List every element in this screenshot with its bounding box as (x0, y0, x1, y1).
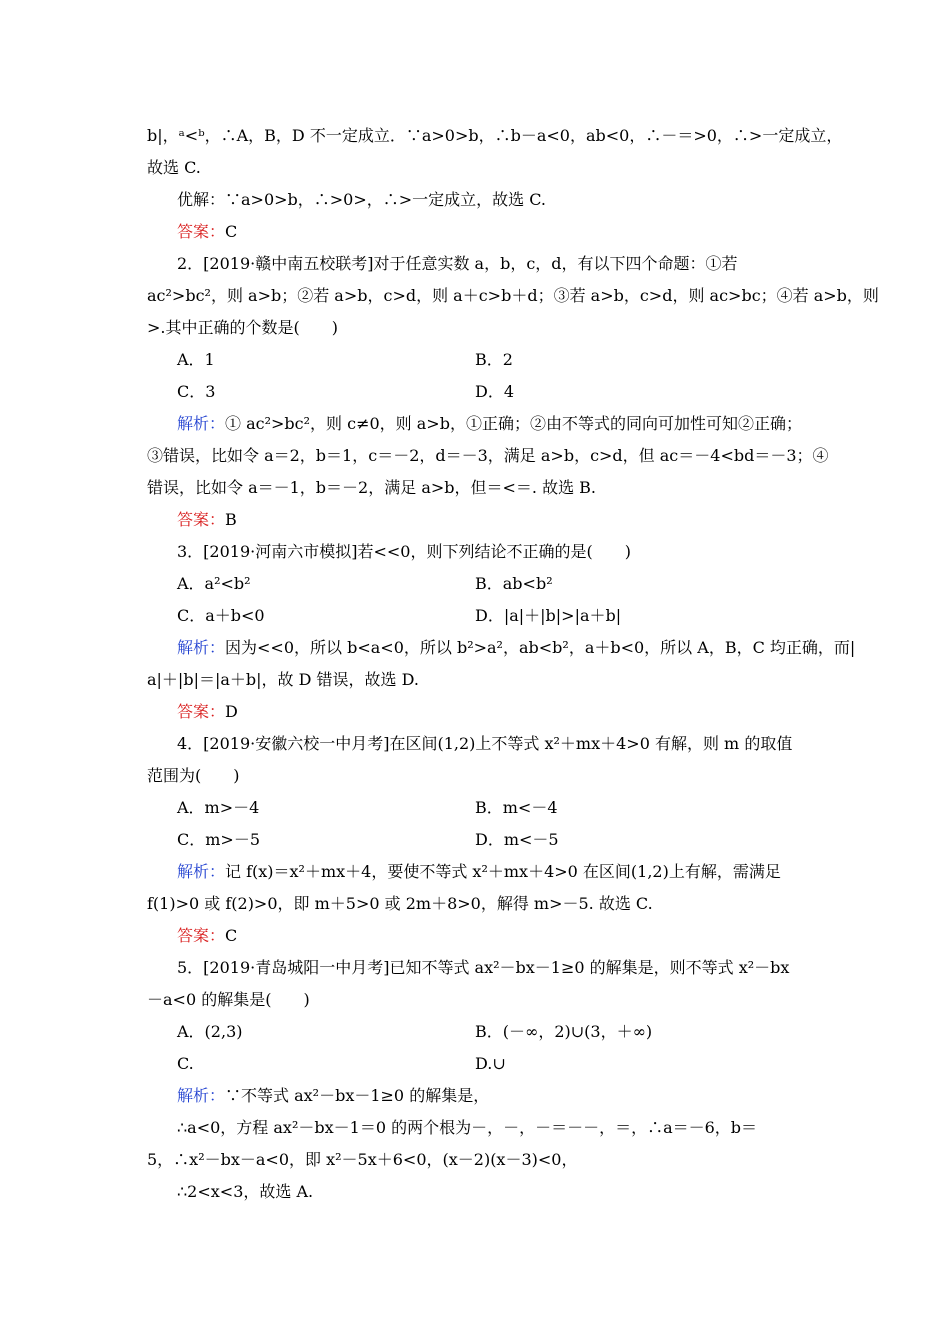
analysis-text: ① ac²>bc²，则 c≠0，则 a>b，①正确；②由不等式的同向可加性可知②正确； (225, 414, 802, 433)
analysis-label: 解析： (177, 1086, 226, 1105)
answer-value: C (225, 926, 238, 945)
text-line: 故选 C. (147, 158, 201, 177)
answer-value: C (225, 222, 238, 241)
analysis-line (177, 862, 781, 882)
option-b: B．2 (475, 350, 513, 369)
option-d: D．4 (475, 382, 515, 401)
answer-value: B (225, 510, 237, 529)
analysis-label: 解析： (177, 862, 226, 881)
question-line: 2．[2019·赣中南五校联考]对于任意实数 a，b，c，d，有以下四个命题：①若 (177, 254, 738, 273)
option-a: A．(2,3) (177, 1022, 243, 1041)
analysis-line (177, 638, 855, 658)
answer-line (177, 926, 237, 946)
option-c: C．3 (177, 382, 216, 401)
analysis-line (177, 1086, 489, 1106)
option-d: D．m<－5 (475, 830, 559, 849)
answer-value: D (225, 702, 238, 721)
text-line: 优解：∵a>0>b，∴>0>，∴>一定成立，故选 C. (177, 190, 547, 209)
text-line: 错误，比如令 a＝－1，b＝－2，满足 a>b，但＝<＝. 故选 B. (147, 478, 597, 497)
analysis-text: ∵不等式 ax²－bx－1≥0 的解集是， (225, 1086, 490, 1105)
answer-label: 答案： (177, 222, 226, 241)
analysis-line (177, 414, 802, 434)
analysis-label: 解析： (177, 638, 226, 657)
option-d: D．|a|＋|b|>|a＋b| (475, 606, 622, 625)
analysis-text: 记 f(x)＝x²＋mx＋4，要使不等式 x²＋mx＋4>0 在区间(1,2)上有解，需满足 (225, 862, 781, 881)
question-line: 4．[2019·安徽六校一中月考]在区间(1,2)上不等式 x²＋mx＋4>0 有解，则 m 的取值 (177, 734, 793, 753)
text-line: ③错误，比如令 a＝2，b＝1，c＝－2，d＝－3，满足 a>b，c>d，但 ac＝－4<bd＝－3；④ (147, 446, 829, 465)
text-line: f(1)>0 或 f(2)>0，即 m＋5>0 或 2m＋8>0，解得 m>－5. 故选 C. (147, 894, 653, 913)
question-line: 5．[2019·青岛城阳一中月考]已知不等式 ax²－bx－1≥0 的解集是，则不等式 x²－bx (177, 958, 790, 977)
option-a: A．a²<b² (177, 574, 251, 593)
question-line: 3．[2019·河南六市模拟]若<<0，则下列结论不正确的是( ) (177, 542, 631, 561)
text-line: >.其中正确的个数是( ) (147, 318, 338, 337)
answer-label: 答案： (177, 926, 226, 945)
text-line: a|＋|b|＝|a＋b|，故 D 错误，故选 D. (147, 670, 419, 689)
text-line: －a<0 的解集是( ) (147, 990, 310, 1009)
option-b: B．m<－4 (475, 798, 558, 817)
answer-line (177, 510, 237, 530)
analysis-text: 因为<<0，所以 b<a<0，所以 b²>a²，ab<b²，a＋b<0，所以 A，B，C 均正确，而| (225, 638, 856, 657)
text-line: ∴2<x<3，故选 A. (177, 1182, 314, 1201)
text-line: 5，∴x²－bx－a<0，即 x²－5x＋6<0，(x－2)(x－3)<0， (147, 1150, 578, 1169)
text-line: ac²>bc²，则 a>b；②若 a>b，c>d，则 a＋c>b＋d；③若 a>b，c>d，则 ac>bc；④若 a>b，则 (147, 286, 879, 305)
option-b: B．(－∞，2)∪(3，＋∞) (475, 1022, 653, 1041)
option-d: D.∪ (475, 1054, 506, 1073)
answer-line (177, 702, 238, 722)
option-a: A．1 (177, 350, 215, 369)
text-line: b|，ᵃ<ᵇ，∴A，B，D 不一定成立．∵a>0>b，∴b－a<0，ab<0，∴－＝>0，∴>一定成立， (147, 126, 843, 145)
answer-line (177, 222, 237, 242)
answer-label: 答案： (177, 702, 226, 721)
option-c: C．m>－5 (177, 830, 261, 849)
option-c: C. (177, 1054, 194, 1073)
text-line: ∴a<0，方程 ax²－bx－1＝0 的两个根为－，－，－＝－－，＝，∴a＝－6，b＝ (177, 1118, 758, 1137)
text-line: 范围为( ) (147, 766, 240, 785)
option-a: A．m>－4 (177, 798, 260, 817)
answer-label: 答案： (177, 510, 226, 529)
option-c: C．a＋b<0 (177, 606, 265, 625)
analysis-label: 解析： (177, 414, 226, 433)
option-b: B．ab<b² (475, 574, 553, 593)
